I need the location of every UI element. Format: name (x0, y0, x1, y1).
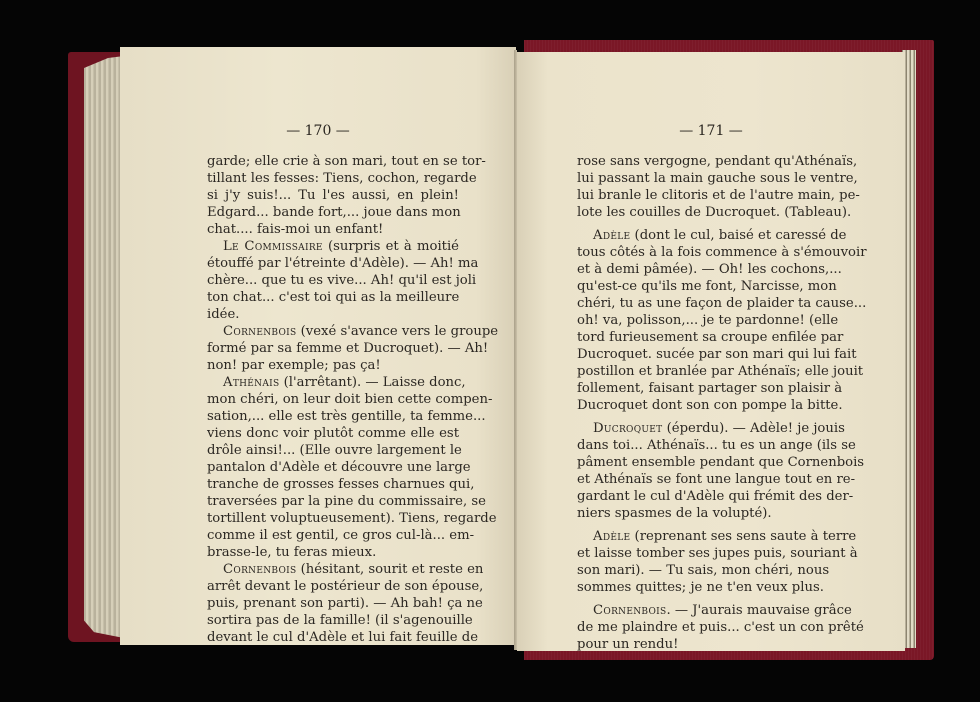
text-line: chéri, tu as une façon de plaider ta cause... (577, 296, 867, 311)
text-line: tillant les fesses: Tiens, cochon, regarde (207, 171, 477, 186)
stage-direction: (surpris et à moitié (322, 239, 459, 254)
text-line: viens donc voir plutôt comme elle est (207, 426, 459, 441)
text-line: comme il est gentil, ce gros cul-là... em- (207, 528, 475, 543)
stage-direction: . — J'aurais mauvaise grâce (666, 603, 852, 618)
text-line (577, 227, 847, 244)
text-line: niers spasmes de la volupté). (577, 506, 772, 521)
text-line: chère... que tu es vive... Ah! qu'il est joli (207, 273, 477, 288)
text-line: postillon et branlée par Athénaïs; elle jouit (577, 364, 864, 379)
stage-direction: (hésitant, sourit et reste en (296, 562, 484, 577)
text-line: et laisse tomber ses jupes puis, souriant à (577, 546, 858, 561)
text-line: follement, faisant partager son plaisir à (577, 381, 843, 396)
stage-direction: (dont le cul, baisé et caressé de (630, 228, 847, 243)
text-line: et à demi pâmée). — Oh! les cochons,... (577, 262, 842, 277)
speaker-name: Athénais (223, 375, 280, 390)
speaker-name: Cornenbois (593, 603, 667, 618)
text-line (207, 238, 459, 255)
text-line: mon chéri, on leur doit bien cette compen- (207, 392, 493, 407)
text-line: brasse-le, tu feras mieux. (207, 545, 377, 560)
stage-direction: (l'arrêtant). — Laisse donc, (279, 375, 466, 390)
page-number-right: — 171 — (679, 123, 743, 139)
text-line: pâment ensemble pendant que Cornenbois (577, 455, 865, 470)
text-line: gardant le cul d'Adèle qui frémit des der- (577, 489, 854, 504)
text-line: formé par sa femme et Ducroquet). — Ah! (207, 341, 489, 356)
text-line (207, 374, 466, 391)
stage-direction: (vexé s'avance vers le groupe (296, 324, 499, 339)
text-line: Edgard... bande fort,... joue dans mon (207, 205, 461, 220)
book-gutter (514, 50, 517, 650)
text-line: devant le cul d'Adèle et lui fait feuille de (207, 630, 479, 645)
stage-direction: (reprenant ses sens saute à terre (630, 529, 857, 544)
text-line: son mari). — Tu sais, mon chéri, nous (577, 563, 830, 578)
text-line: pantalon d'Adèle et découvre une large (207, 460, 471, 475)
text-line (577, 602, 852, 619)
text-line: de me plaindre et puis... c'est un con prêté (577, 620, 864, 635)
page-edges-left (84, 56, 124, 638)
text-line: pour un rendu! (577, 637, 679, 652)
text-line: chat.... fais-moi un enfant! (207, 222, 384, 237)
text-line: puis, prenant son parti). — Ah bah! ça ne (207, 596, 483, 611)
text-line: lote les couilles de Ducroquet. (Tableau). (577, 205, 852, 220)
text-line (207, 323, 499, 340)
text-line: traversées par la pine du commissaire, se (207, 494, 486, 509)
text-line: dans toi... Athénaïs... tu es un ange (ils se (577, 438, 856, 453)
left-page (120, 47, 516, 645)
text-line: sortira pas de la famille! (il s'agenouille (207, 613, 473, 628)
text-line: rose sans vergogne, pendant qu'Athénaïs, (577, 154, 858, 169)
text-line: arrêt devant le postérieur de son épouse, (207, 579, 484, 594)
text-line: Ducroquet. sucée par son mari qui lui fait (577, 347, 857, 362)
text-line: tous côtés à la fois commence à s'émouvoir (577, 245, 867, 260)
text-line (577, 420, 845, 437)
text-line: tortillent voluptueusement). Tiens, regarde (207, 511, 497, 526)
speaker-name: Cornenbois (223, 562, 297, 577)
speaker-name: Ducroquet (593, 421, 663, 436)
text-line: ton chat... c'est toi qui as la meilleure (207, 290, 460, 305)
right-page (517, 52, 905, 651)
speaker-name: Cornenbois (223, 324, 297, 339)
stage-direction: (éperdu). — Adèle! je jouis (662, 421, 845, 436)
text-line: non! par exemple; pas ça! (207, 358, 381, 373)
text-line: et Athénaïs se font une langue tout en re- (577, 472, 856, 487)
text-line: garde; elle crie à son mari, tout en se tor- (207, 154, 486, 169)
text-line: étouffé par l'étreinte d'Adèle). — Ah! ma (207, 256, 479, 271)
text-line (577, 528, 857, 545)
text-line: lui branle le clitoris et de l'autre main, pe- (577, 188, 860, 203)
text-line: oh! va, polisson,... je te pardonne! (elle (577, 313, 839, 328)
text-line: tord furieusement sa croupe enfilée par (577, 330, 844, 345)
speaker-name: Adèle (593, 529, 631, 544)
text-line: drôle ainsi!... (Elle ouvre largement le (207, 443, 462, 458)
text-line: lui passant la main gauche sous le ventre, (577, 171, 858, 186)
text-line: Ducroquet dont son con pompe la bitte. (577, 398, 843, 413)
text-line: tranche de grosses fesses charnues qui, (207, 477, 475, 492)
text-line: sommes quittes; je ne t'en veux plus. (577, 580, 824, 595)
text-line: idée. (207, 307, 240, 322)
text-line: si j'y suis!... Tu l'es aussi, en plein! (207, 188, 459, 203)
left-page-text (207, 153, 499, 646)
text-line: sation,... elle est très gentille, ta femme... (207, 409, 486, 424)
text-line (207, 561, 484, 578)
speaker-name: Adèle (593, 228, 631, 243)
speaker-name: Le Commissaire (223, 239, 323, 254)
page-number-left: — 170 — (286, 123, 350, 139)
right-page-text (577, 153, 867, 653)
text-line: qu'est-ce qu'ils me font, Narcisse, mon (577, 279, 837, 294)
